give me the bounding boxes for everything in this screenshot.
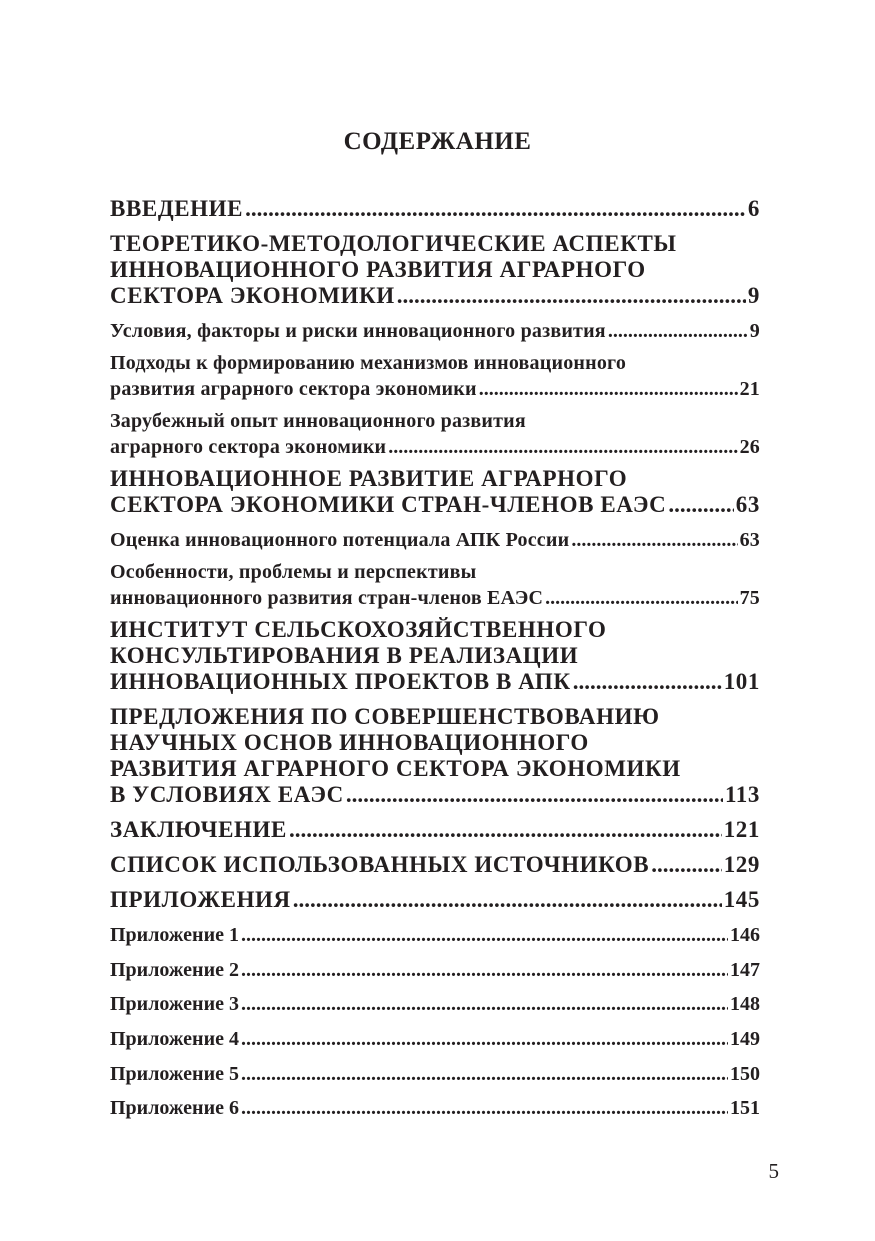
toc-entry-last-line	[110, 1026, 760, 1052]
toc-entry-last-line	[110, 922, 760, 948]
toc-page-number: 63	[739, 529, 760, 551]
toc-entry-last-line	[110, 817, 760, 843]
toc-leader-dots	[479, 376, 738, 402]
toc-entry-last-line	[110, 852, 760, 878]
toc-entry-title: ЗАКЛЮЧЕНИЕ	[110, 817, 287, 842]
toc-entry-title: Приложение 3	[110, 993, 239, 1016]
toc-entry-line: Особенности, проблемы и перспективы	[110, 561, 477, 583]
toc-entry[interactable]	[110, 887, 760, 913]
toc-entry-line: НАУЧНЫХ ОСНОВ ИННОВАЦИОННОГО	[110, 730, 589, 755]
toc-entry-title: Оценка инновационного потенциала АПК России	[110, 529, 570, 551]
toc-entry-last-line	[110, 196, 760, 222]
toc-entry-title: В УСЛОВИЯХ ЕАЭС	[110, 782, 344, 807]
toc-entry-line: Подходы к формированию механизмов инновационного	[110, 352, 627, 374]
toc-entry-last-line	[110, 991, 760, 1017]
table-of-contents	[110, 196, 760, 1130]
toc-page-number: 121	[723, 817, 760, 842]
toc-entry-last-line	[110, 1061, 760, 1087]
toc-leader-dots	[293, 887, 722, 913]
page-number: 5	[768, 1159, 779, 1183]
toc-page-number: 149	[730, 1028, 760, 1051]
toc-leader-dots	[545, 585, 737, 611]
toc-entry[interactable]	[110, 350, 760, 402]
toc-page-number: 63	[735, 492, 760, 517]
toc-entry[interactable]	[110, 1095, 760, 1121]
toc-entry-title: Приложение 4	[110, 1028, 239, 1051]
toc-entry-title: Приложение 6	[110, 1097, 239, 1120]
toc-entry-line: РАЗВИТИЯ АГРАРНОГО СЕКТОРА ЭКОНОМИКИ	[110, 756, 681, 781]
toc-entry-last-line	[110, 434, 760, 460]
toc-leader-dots	[397, 283, 746, 309]
toc-entry-title: развития аграрного сектора экономики	[110, 378, 477, 400]
toc-entry[interactable]	[110, 527, 760, 553]
toc-entry-line: КОНСУЛЬТИРОВАНИЯ В РЕАЛИЗАЦИИ	[110, 643, 579, 668]
toc-entry[interactable]	[110, 957, 760, 983]
toc-entry[interactable]	[110, 559, 760, 611]
toc-entry[interactable]	[110, 817, 760, 843]
toc-entry[interactable]	[110, 852, 760, 878]
toc-entry[interactable]	[110, 1026, 760, 1052]
toc-entry[interactable]	[110, 318, 760, 344]
toc-page-number: 26	[739, 436, 760, 458]
toc-entry-last-line	[110, 376, 760, 402]
toc-entry-last-line	[110, 585, 760, 611]
toc-entry-line: ПРЕДЛОЖЕНИЯ ПО СОВЕРШЕНСТВОВАНИЮ	[110, 704, 660, 729]
toc-leader-dots	[608, 318, 748, 344]
toc-page-number: 147	[730, 958, 760, 981]
toc-entry-last-line	[110, 669, 760, 695]
toc-entry-last-line	[110, 492, 760, 518]
toc-entry[interactable]	[110, 196, 760, 222]
toc-leader-dots	[241, 1026, 728, 1052]
toc-leader-dots	[346, 782, 723, 808]
toc-page-number: 129	[723, 852, 760, 877]
toc-leader-dots	[573, 669, 722, 695]
toc-page-number: 101	[723, 669, 760, 694]
toc-page-number: 6	[747, 196, 760, 221]
toc-entry[interactable]	[110, 466, 760, 518]
toc-entry-title: Условия, факторы и риски инновационного развития	[110, 320, 606, 342]
toc-entry-last-line	[110, 283, 760, 309]
toc-entry-last-line	[110, 1095, 760, 1121]
toc-entry-title: СЕКТОРА ЭКОНОМИКИ СТРАН-ЧЛЕНОВ ЕАЭС	[110, 492, 667, 517]
toc-entry-title: СЕКТОРА ЭКОНОМИКИ	[110, 283, 395, 308]
toc-entry-title: ПРИЛОЖЕНИЯ	[110, 887, 291, 912]
toc-entry-title: ВВЕДЕНИЕ	[110, 196, 244, 221]
toc-entry-line: ИНСТИТУТ СЕЛЬСКОХОЗЯЙСТВЕННОГО	[110, 617, 607, 642]
toc-entry[interactable]	[110, 1061, 760, 1087]
toc-leader-dots	[245, 196, 746, 222]
toc-leader-dots	[289, 817, 722, 843]
toc-entry-last-line	[110, 782, 760, 808]
toc-page-number: 146	[730, 924, 760, 946]
toc-entry-title: инновационного развития стран-членов ЕАЭС	[110, 587, 544, 609]
toc-entry[interactable]	[110, 922, 760, 948]
toc-page-number: 148	[730, 993, 760, 1016]
toc-entry[interactable]	[110, 991, 760, 1017]
toc-entry-last-line	[110, 318, 760, 344]
toc-leader-dots	[241, 991, 728, 1017]
toc-leader-dots	[388, 434, 737, 460]
toc-leader-dots	[241, 1061, 728, 1087]
toc-entry-title: Приложение 1	[110, 924, 239, 946]
toc-entry[interactable]	[110, 704, 760, 808]
toc-entry-title: аграрного сектора экономики	[110, 436, 387, 458]
toc-page-number: 145	[723, 887, 760, 912]
toc-leader-dots	[241, 957, 728, 983]
toc-entry[interactable]	[110, 408, 760, 460]
toc-page-number: 113	[724, 782, 760, 807]
toc-entry[interactable]	[110, 617, 760, 695]
toc-entry-title: Приложение 2	[110, 958, 239, 981]
page-title: СОДЕРЖАНИЕ	[343, 128, 532, 155]
toc-page-number: 9	[747, 283, 760, 308]
toc-entry-title: СПИСОК ИСПОЛЬЗОВАННЫХ ИСТОЧНИКОВ	[110, 852, 650, 877]
toc-page-number: 150	[730, 1062, 760, 1085]
toc-entry-line: ИННОВАЦИОННОГО РАЗВИТИЯ АГРАРНОГО	[110, 257, 646, 282]
toc-entry[interactable]	[110, 231, 760, 309]
toc-entry-line: Зарубежный опыт инновационного развития	[110, 410, 526, 432]
toc-page-number: 151	[730, 1097, 760, 1120]
toc-page-number: 21	[739, 378, 760, 400]
toc-leader-dots	[241, 1095, 728, 1121]
toc-entry-title: ИННОВАЦИОННЫХ ПРОЕКТОВ В АПК	[110, 669, 571, 694]
toc-leader-dots	[651, 852, 721, 878]
toc-leader-dots	[241, 922, 728, 948]
toc-entry-last-line	[110, 887, 760, 913]
toc-entry-line: ТЕОРЕТИКО-МЕТОДОЛОГИЧЕСКИЕ АСПЕКТЫ	[110, 231, 677, 256]
toc-leader-dots	[571, 527, 737, 553]
toc-page-number: 75	[739, 587, 760, 609]
toc-entry-last-line	[110, 527, 760, 553]
toc-entry-line: ИННОВАЦИОННОЕ РАЗВИТИЕ АГРАРНОГО	[110, 466, 628, 491]
toc-entry-last-line	[110, 957, 760, 983]
toc-entry-title: Приложение 5	[110, 1062, 239, 1085]
toc-page-number: 9	[749, 320, 760, 342]
toc-leader-dots	[668, 492, 733, 518]
